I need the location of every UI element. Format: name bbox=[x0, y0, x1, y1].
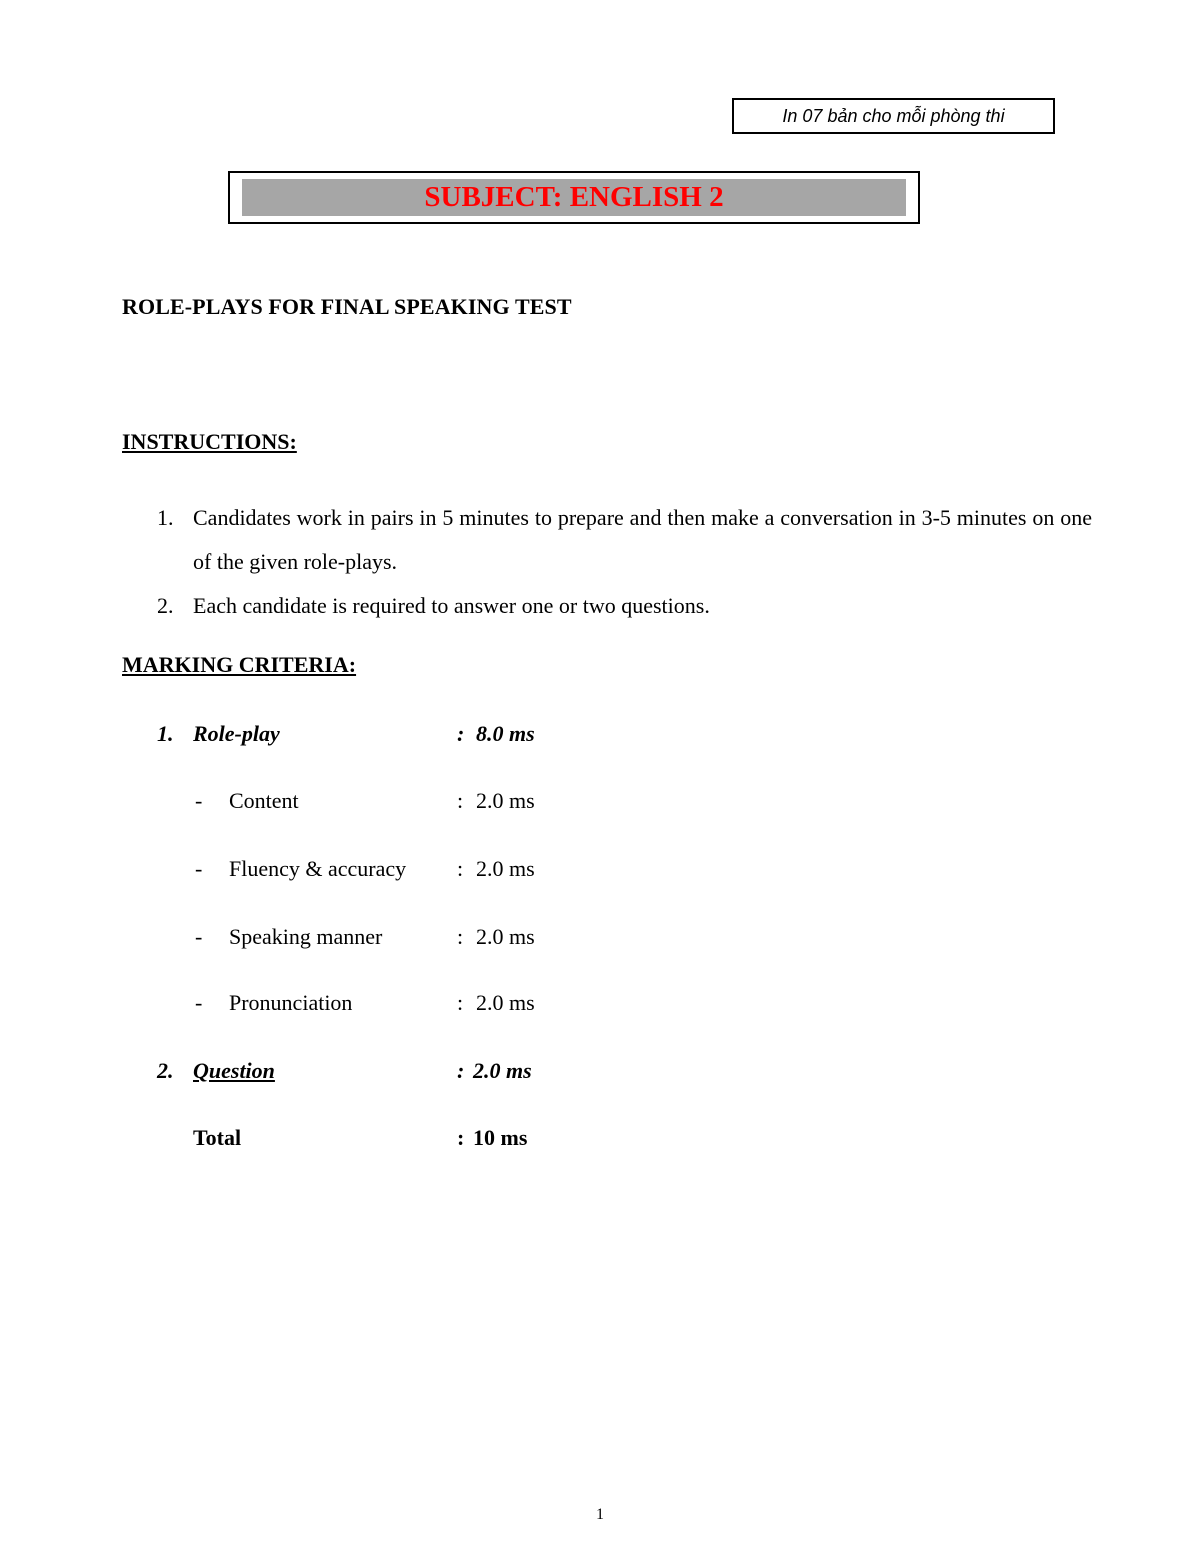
print-note-text: In 07 bản cho mỗi phòng thi bbox=[782, 106, 1005, 126]
criteria-separator: : bbox=[457, 721, 465, 746]
criteria-dash: - bbox=[195, 924, 203, 949]
criteria-score: 2.0 ms bbox=[476, 990, 535, 1015]
criteria-score: 2.0 ms bbox=[476, 924, 535, 949]
criteria-number: 2. bbox=[157, 1058, 174, 1083]
subject-banner bbox=[228, 171, 920, 224]
criteria-label: Fluency & accuracy bbox=[229, 856, 407, 881]
criteria-separator: : bbox=[457, 1058, 465, 1083]
criteria-score: 8.0 ms bbox=[476, 721, 535, 746]
criteria-separator: : bbox=[457, 990, 464, 1015]
criteria-label: Pronunciation bbox=[229, 990, 353, 1015]
criteria-label: Question bbox=[193, 1058, 275, 1083]
instruction-item bbox=[122, 584, 1092, 628]
print-note-box bbox=[732, 98, 1055, 134]
page-number: 1 bbox=[596, 1506, 604, 1523]
document-title: ROLE-PLAYS FOR FINAL SPEAKING TEST bbox=[122, 294, 572, 319]
instruction-text: Each candidate is required to answer one or two questions. bbox=[193, 593, 710, 618]
subject-title: SUBJECT: ENGLISH 2 bbox=[242, 179, 906, 216]
criteria-label: Speaking manner bbox=[229, 924, 383, 949]
criteria-number: 1. bbox=[157, 721, 174, 746]
instruction-number: 1. bbox=[157, 505, 174, 530]
criteria-separator: : bbox=[457, 924, 464, 949]
criteria-separator: : bbox=[457, 856, 464, 881]
total-label: Total bbox=[193, 1125, 242, 1150]
instruction-number: 2. bbox=[157, 593, 174, 618]
criteria-dash: - bbox=[195, 788, 203, 813]
instruction-text: Candidates work in pairs in 5 minutes to prepare and then make a conversation in 3-5 minutes on one of the given role-plays. bbox=[193, 505, 1092, 574]
criteria-score: 2.0 ms bbox=[473, 1058, 532, 1083]
criteria-score: 2.0 ms bbox=[476, 856, 535, 881]
criteria-score: 2.0 ms bbox=[476, 788, 535, 813]
total-separator: : bbox=[457, 1125, 465, 1150]
criteria-label: Role-play bbox=[193, 721, 280, 746]
criteria-dash: - bbox=[195, 856, 203, 881]
criteria-dash: - bbox=[195, 990, 203, 1015]
instructions-list bbox=[122, 496, 1092, 628]
instructions-heading: INSTRUCTIONS: bbox=[122, 429, 297, 454]
criteria-label: Content bbox=[229, 788, 299, 813]
total-score: 10 ms bbox=[473, 1125, 528, 1150]
marking-criteria-heading: MARKING CRITERIA: bbox=[122, 652, 357, 677]
instruction-item bbox=[122, 496, 1092, 584]
criteria-separator: : bbox=[457, 788, 464, 813]
